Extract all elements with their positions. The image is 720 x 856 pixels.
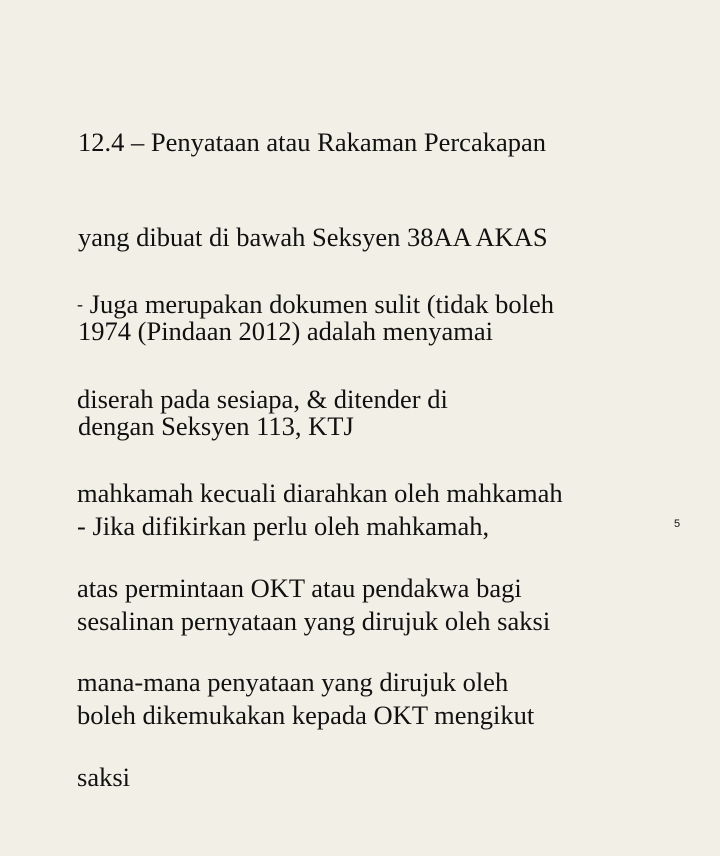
note-line: atas permintaan OKT atau pendakwa bagi xyxy=(77,572,522,603)
note-first-text: Juga merupakan dokumen sulit (tidak boleh xyxy=(83,289,555,319)
statement-line: - Jika difikirkan perlu oleh mahkamah, xyxy=(77,511,490,541)
statement-line: boleh dikemukakan kepada OKT mengikut xyxy=(77,700,535,730)
note-line: diserah pada sesiapa, & ditender di xyxy=(77,383,448,414)
heading-line: 1974 (Pindaan 2012) adalah menyamai xyxy=(78,316,494,346)
heading-line: yang dibuat di bawah Seksyen 38AA AKAS xyxy=(78,221,548,252)
bullet-dash: - xyxy=(77,294,83,314)
slide-number: 5 xyxy=(674,518,681,530)
heading-line: 12.4 – Penyataan atau Rakaman Percakapan xyxy=(78,127,546,157)
note-line: saksi xyxy=(77,761,130,792)
statement-line: sesalinan pernyataan yang dirujuk oleh saksi xyxy=(77,605,551,636)
note-line: mahkamah kecuali diarahkan oleh mahkamah xyxy=(77,478,563,508)
copy-statement-paragraph xyxy=(77,448,550,795)
note-line xyxy=(77,289,563,321)
note-line: mana-mana penyataan yang dirujuk oleh xyxy=(77,667,509,697)
heading-line: dengan Seksyen 113, KTJ xyxy=(78,410,354,441)
